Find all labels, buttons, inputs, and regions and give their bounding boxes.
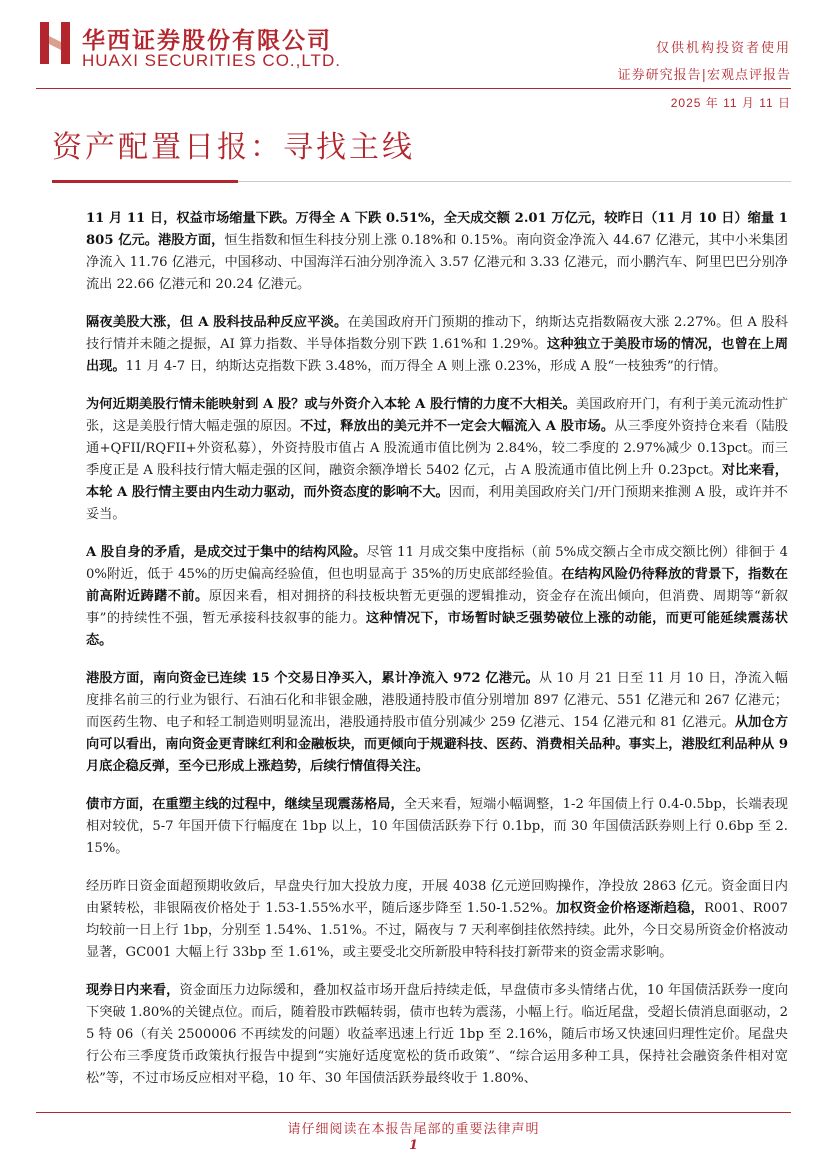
- emphasis-text: 对比来看，本轮 A 股行情主要由内生动力驱动，而外资态度的影响不大。: [86, 463, 788, 500]
- header-divider: [36, 88, 791, 89]
- body-text: 从 10 月 21 日至 11 月 10 日，净流入幅度排名前三的行业为银行、石油石化和非银金融，港股通持股市值分别增加 897 亿港元、551 亿港元和 267 亿港元；而医药生物、电子和轻工制造则明显流出，港股通持股市值分别减少 259 亿港元、154 亿港元和 81 亿港元。: [86, 671, 788, 730]
- emphasis-text: 为何近期美股行情未能映射到 A 股？或与外资介入本轮 A 股行情的力度不大相关。: [86, 397, 576, 412]
- body-paragraph: [86, 312, 788, 378]
- audience-note: 仅供机构投资者使用: [655, 41, 791, 56]
- report-category: 证券研究报告|宏观点评报告: [617, 68, 791, 83]
- body-paragraph: [86, 542, 788, 652]
- emphasis-text: A 股自身的矛盾，是成交过于集中的结构风险。: [86, 545, 367, 560]
- body-text: 资金面压力边际缓和，叠加权益市场开盘后持续走低，早盘债市多头情绪占优，10 年国债活跃券一度向下突破 1.80%的关键点位。而后，随着股市跌幅转弱，债市也转为震荡，小幅上行。临近尾盘，受超长债消息面驱动，25 特 06（有关 2500006 不再续发的问题）收益率迅速上行近 1bp 至 2.16%，随后市场又快速回归理性定价。尾盘央行公布三季度货币政策执行报告中提到“实施好适度宽松的货币政策”、“综合运用多种工具，保持社会融资条件相对宽松”等，不过市场反应相对平稳，10 年、30 年国债活跃券最终收于 1.80%、: [86, 983, 789, 1086]
- emphasis-text: 债市方面，在重塑主线的过程中，继续呈现震荡格局，: [86, 797, 404, 812]
- body-text: 从三季度外资持仓来看（陆股通+QFII/RQFII+外资私募），外资持股市值占 A 股流通市值比例为 2.84%，较二季度的 2.97%减少 0.13pct。而三季度正是 A 股科技行情大幅走强的区间，融资余额净增长 5402 亿元，占 A 股流通市值比例上升 0.23pct。: [86, 419, 789, 478]
- report-title: 资产配置日报：寻找主线: [52, 130, 415, 165]
- emphasis-text: 加权资金价格逐渐趋稳，: [556, 901, 705, 916]
- emphasis-text: 从加仓方向可以看出，南向资金更青睐红利和金融板块，而更倾向于规避科技、医药、消费相关品种。事实上，港股红利品种从 9 月底企稳反弹，至今已形成上涨趋势，后续行情值得关注。: [86, 715, 789, 774]
- emphasis-text: 这种情况下，市场暂时缺乏强势破位上涨的动能，而更可能延续震荡状态。: [86, 611, 788, 648]
- body-text: R001、R007 均较前一日上行 1bp，分别至 1.54%、1.51%。不过，隔夜与 7 天利率倒挂依然持续。此外，今日交易所资金价格波动显著，GC001 大幅上行 33bp 至 1.61%，或主要受北交所新股申特科技打新带来的资金需求影响。: [86, 901, 789, 960]
- body-text: 美国政府开门，有利于美元流动性扩张，这是美股行情大幅走强的原因。: [86, 397, 789, 434]
- emphasis-text: 在结构风险仍待释放的背景下，指数在前高附近踌躇不前。: [86, 567, 788, 604]
- body-paragraph: [86, 394, 788, 526]
- emphasis-text: 港股方面，南向资金已连续 15 个交易日净买入，累计净流入 972 亿港元。: [86, 671, 539, 686]
- emphasis-text: 不过，释放出的美元并不一定会大幅流入 A 股市场。: [300, 419, 615, 434]
- title-underline: [238, 181, 791, 182]
- body-paragraph: [86, 876, 788, 964]
- logo-company-name-cn: 华西证券股份有限公司: [82, 27, 332, 54]
- emphasis-text: 隔夜美股大涨，但 A 股科技品种反应平淡。: [86, 315, 348, 330]
- legal-disclaimer: 请仔细阅读在本报告尾部的重要法律声明: [287, 1122, 540, 1137]
- body-text: 因而，利用美国政府关门/开门预期来推测 A 股，或许并不妥当。: [86, 485, 788, 522]
- report-date: 2025 年 11 月 11 日: [670, 96, 791, 110]
- report-body: [86, 208, 788, 1106]
- body-text: 11 月 4-7 日，纳斯达克指数下跌 3.48%，而万得全 A 则上涨 0.23%，形成 A 股“一枝独秀”的行情。: [125, 359, 727, 374]
- body-text: 尽管 11 月成交集中度指标（前 5%成交额占全市成交额比例）徘徊于 40%附近，低于 45%的历史偏高经验值，但也明显高于 35%的历史底部经验值。: [86, 545, 788, 582]
- emphasis-text: 这种独立于美股市场的情况，也曾在上周出现。: [86, 337, 789, 374]
- emphasis-text: 11 月 11 日，权益市场缩量下跌。万得全 A 下跌 0.51%，全天成交额 2.01 万亿元，较昨日（11 月 10 日）缩量 1805 亿元。港股方面，: [86, 211, 788, 248]
- body-paragraph: [86, 794, 788, 860]
- emphasis-text: 现券日内来看，: [86, 983, 180, 998]
- logo-company-name-en: HUAXI SECURITIES CO.,LTD.: [82, 51, 341, 70]
- body-paragraph: [86, 208, 788, 296]
- page-number: 1: [408, 1138, 419, 1153]
- body-text: 恒生指数和恒生科技分别上涨 0.18%和 0.15%。南向资金净流入 44.67 亿港元，其中小米集团净流入 11.76 亿港元，中国移动、中国海洋石油分别净流入 3.57 亿港元和 3.33 亿港元，而小鹏汽车、阿里巴巴分别净流出 22.66 亿港元和 20.24 亿港元。: [86, 233, 788, 292]
- body-text: 原因来看，相对拥挤的科技板块暂无更强的逻辑推动，资金存在流出倾向，但消费、周期等“新叙事”的持续性不强，暂无承接科技叙事的能力。: [86, 589, 789, 626]
- body-paragraph: [86, 668, 788, 778]
- body-paragraph: [86, 980, 788, 1090]
- title-underline-accent: [52, 180, 238, 183]
- footer-divider: [36, 1112, 791, 1113]
- body-text: 全天来看，短端小幅调整，1-2 年国债上行 0.4-0.5bp，长端表现相对较优，5-7 年国开债下行幅度在 1bp 以上，10 年国债活跃券下行 0.1bp，而 30 年国债活跃券则上行 0.6bp 至 2.15%。: [86, 797, 788, 856]
- body-text: 在美国政府开门预期的推动下，纳斯达克指数隔夜大涨 2.27%。但 A 股科技行情并未随之提振，AI 算力指数、半导体指数分别下跌 1.61%和 1.29%。: [86, 315, 788, 352]
- body-text: 经历昨日资金面超预期收敛后，早盘央行加大投放力度，开展 4038 亿元逆回购操作，净投放 2863 亿元。资金面日内由紧转松，非银隔夜价格处于 1.53-1.55%水平，随后逐步降至 1.50-1.52%。: [86, 879, 788, 916]
- huaxi-logo-icon: [40, 22, 70, 64]
